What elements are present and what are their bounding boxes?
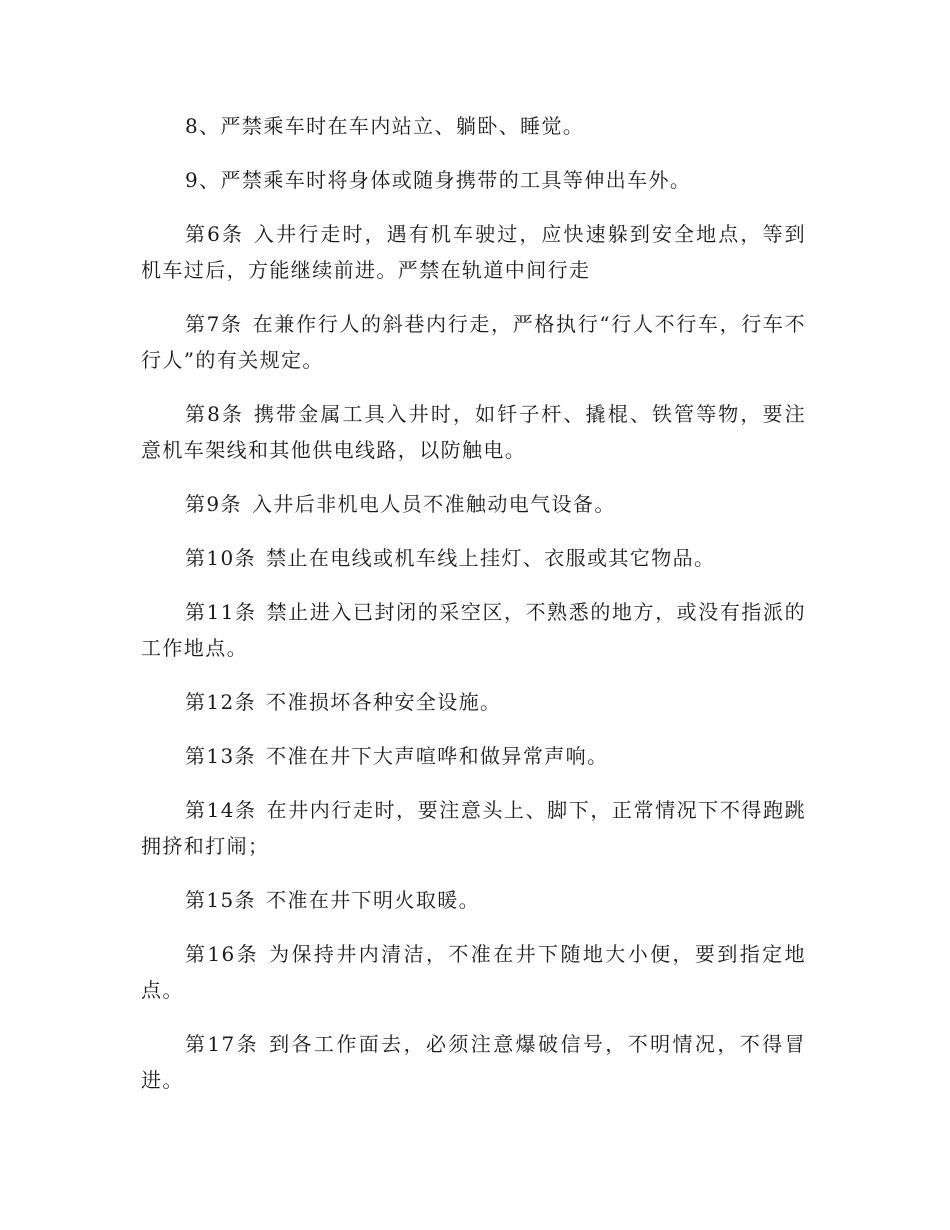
article-number: 第10条 [185,546,257,570]
paragraph-item-8 [141,108,806,144]
article-16 [141,936,806,1008]
article-text: 为保持井内清洁，不准在井下随地大小便，要到指定地点。 [141,942,806,1002]
article-10 [141,540,806,576]
article-number: 第8条 [185,402,245,426]
article-text: 禁止在电线或机车线上挂灯、衣服或其它物品。 [266,546,716,570]
article-12 [141,684,806,720]
article-number: 第17条 [185,1032,260,1056]
article-number: 第16条 [185,942,260,966]
article-6 [141,216,806,288]
article-number: 第9条 [185,492,242,516]
article-text: 不准在井下大声喧哗和做异常声响。 [266,744,609,768]
paragraph-text: 8、严禁乘车时在车内站立、躺卧、睡觉。 [185,114,585,138]
article-text: 不准在井下明火取暖。 [266,888,481,912]
article-15 [141,882,806,918]
article-text: 到各工作面去，必须注意爆破信号，不明情况，不得冒进。 [141,1032,806,1092]
article-text: 在井内行走时，要注意头上、脚下，正常情况下不得跑跳拥挤和打闹； [141,798,806,858]
article-number: 第7条 [185,312,243,336]
article-number: 第11条 [185,600,257,624]
article-text: 禁止进入已封闭的采空区，不熟悉的地方，或没有指派的工作地点。 [141,600,806,660]
article-17 [141,1026,806,1098]
article-text: 入井后非机电人员不准触动电气设备。 [251,492,616,516]
document-body [141,108,806,1116]
article-number: 第15条 [185,888,257,912]
article-9 [141,486,806,522]
article-number: 第13条 [185,744,257,768]
article-14 [141,792,806,864]
article-text: 不准损坏各种安全设施。 [266,690,502,714]
article-text: 在兼作行人的斜巷内行走，严格执行“行人不行车，行车不行人”的有关规定。 [141,312,806,372]
paragraph-text: 9、严禁乘车时将身体或随身携带的工具等伸出车外。 [185,168,692,192]
article-number: 第12条 [185,690,257,714]
article-text: 携带金属工具入井时，如钎子杆、撬棍、铁管等物，要注意机车架线和其他供电线路，以防触电。 [141,402,806,462]
article-text: 入井行走时，遇有机车驶过，应快速躲到安全地点，等到机车过后，方能继续前进。严禁在轨道中间行走 [141,222,806,282]
article-13 [141,738,806,774]
article-number: 第14条 [185,798,257,822]
paragraph-item-9 [141,162,806,198]
article-7 [141,306,806,378]
article-11 [141,594,806,666]
article-number: 第6条 [185,222,245,246]
article-8 [141,396,806,468]
